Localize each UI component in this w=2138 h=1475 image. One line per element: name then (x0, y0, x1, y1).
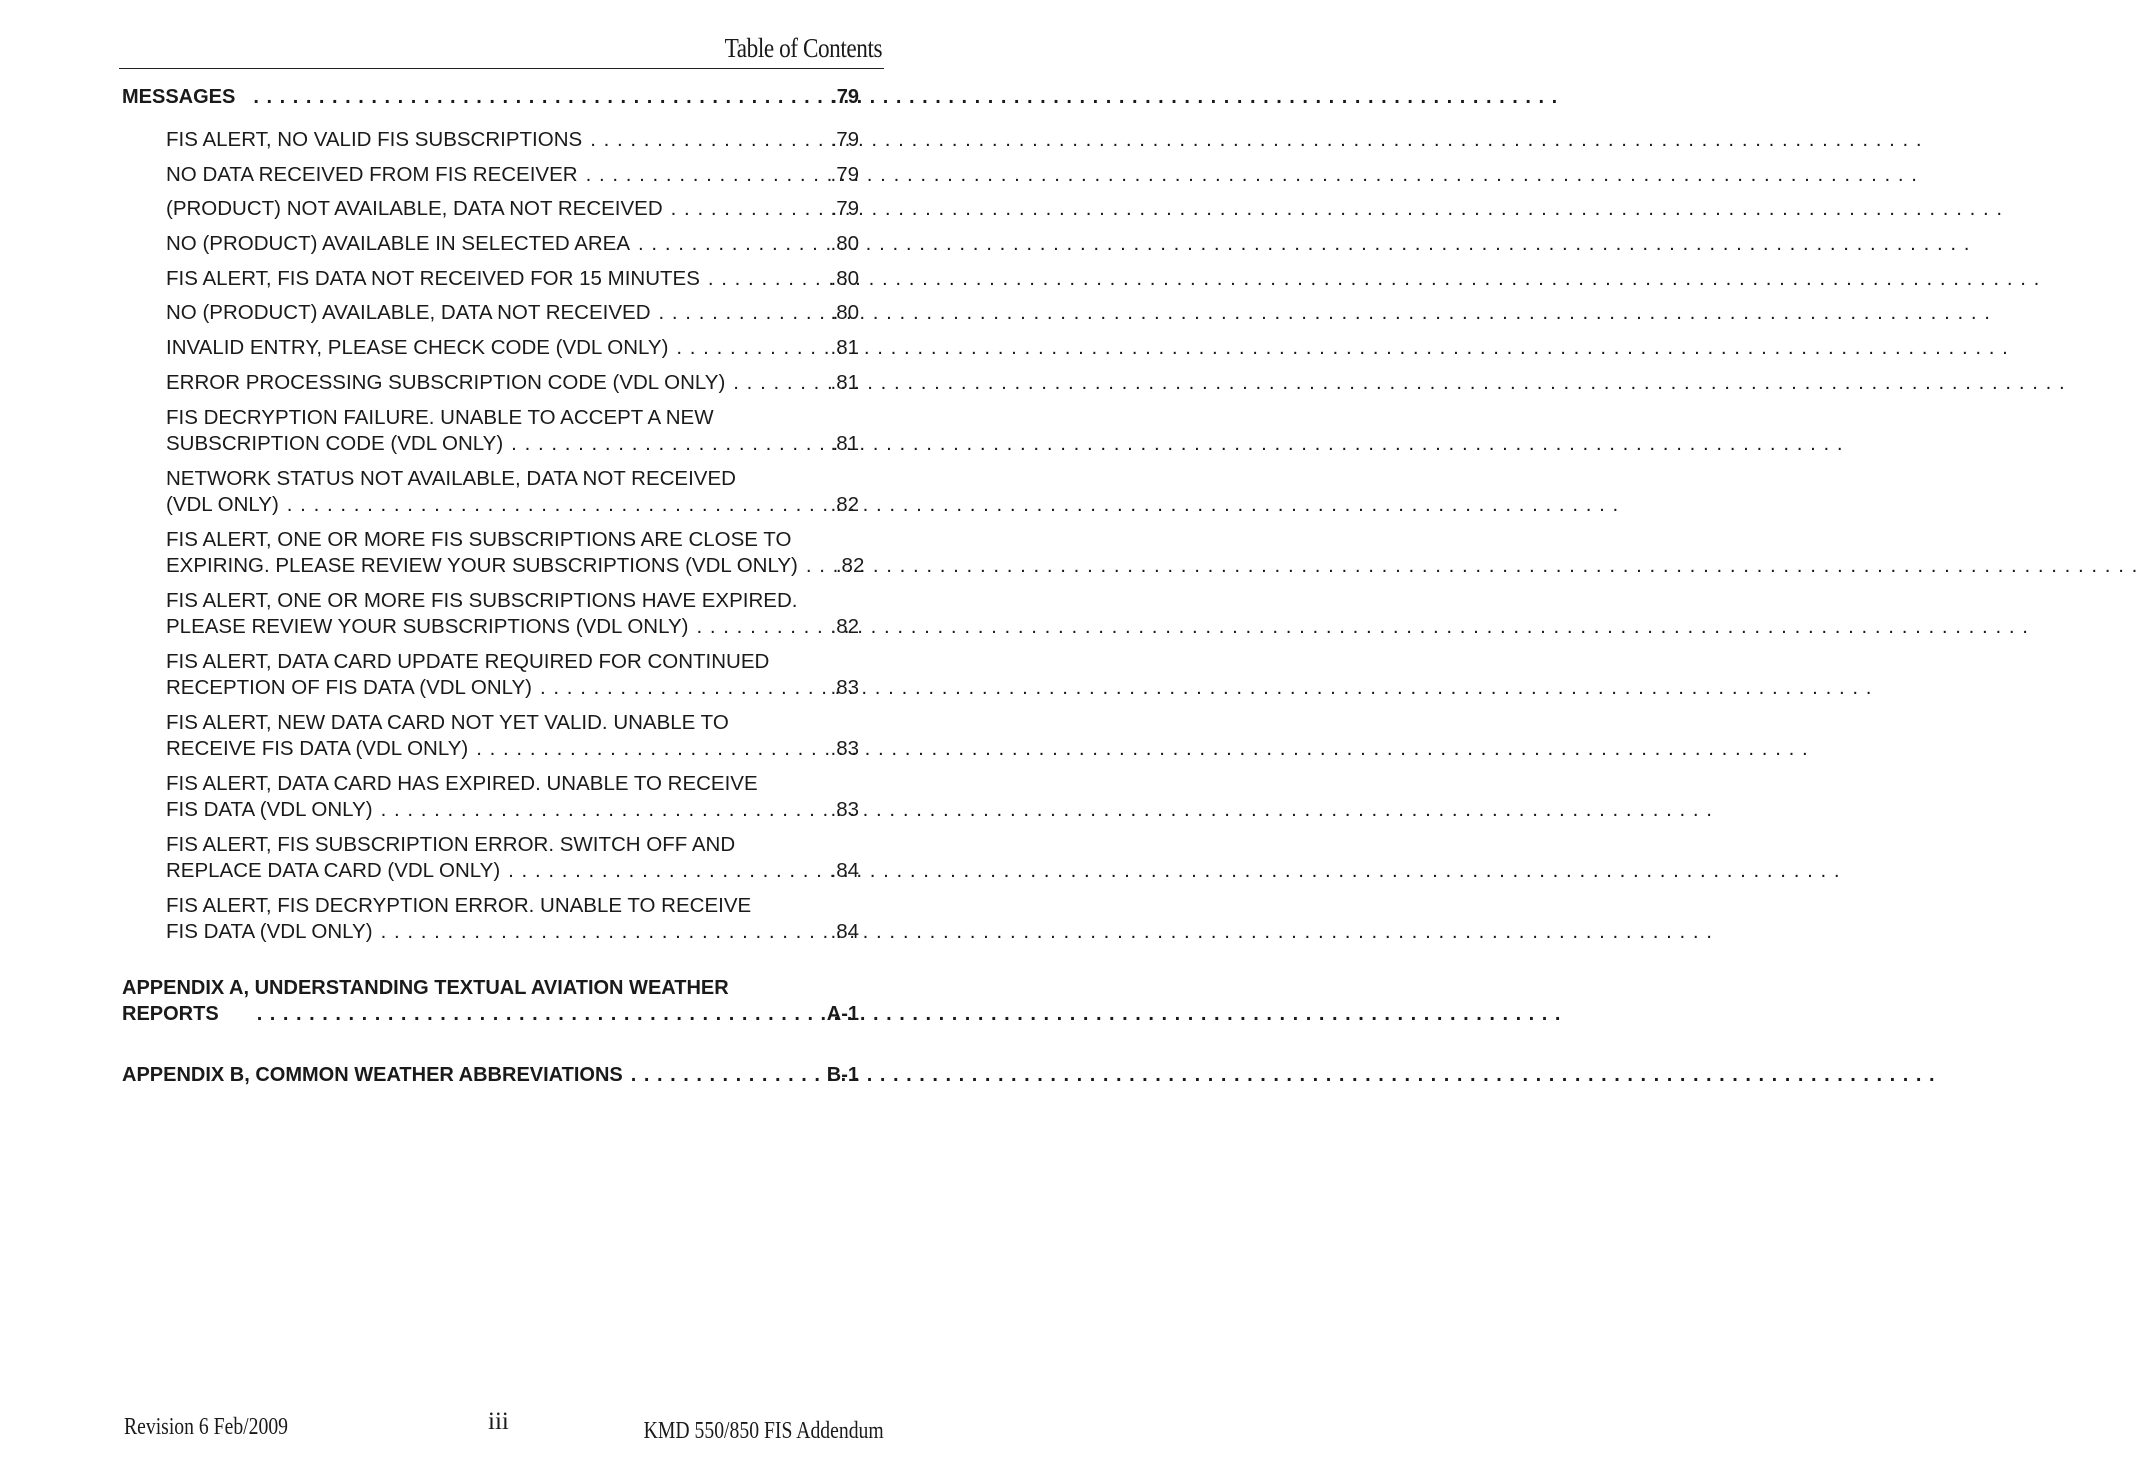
dot-leader (798, 553, 836, 579)
toc-entry-page: .79 (831, 86, 859, 108)
toc-entry[interactable] (122, 231, 859, 257)
toc-entry-page: .79 (830, 162, 859, 186)
toc-entry-page: .81 (830, 370, 859, 394)
toc-entry-title-line: FIS ALERT, DATA CARD HAS EXPIRED. UNABLE TO RECEIVE (166, 771, 758, 795)
toc-entry[interactable] (122, 527, 865, 579)
toc-entry-page: .79 (830, 197, 859, 221)
footer-document-title: KMD 550/850 FIS Addendum (643, 1418, 884, 1444)
toc-entry[interactable] (122, 405, 859, 457)
toc-entry-title-line: FIS ALERT, NEW DATA CARD NOT YET VALID. UNABLE TO (166, 710, 729, 734)
footer-revision: Revision 6 Feb/2009 (124, 1414, 289, 1440)
page-header-title: Table of Contents (724, 33, 882, 63)
dot-leader (219, 1001, 827, 1027)
toc-entry-appendix-b[interactable] (122, 1062, 859, 1088)
toc-entry-title-line: RECEPTION OF FIS DATA (VDL ONLY) (166, 675, 533, 699)
toc-entry-title-line: REPLACE DATA CARD (VDL ONLY) (166, 858, 501, 882)
header-rule (119, 68, 884, 69)
toc-entry-title-line: (VDL ONLY) (166, 492, 279, 516)
toc-entry[interactable] (122, 300, 859, 326)
dot-leader (700, 266, 831, 292)
toc-entry-title-line: FIS DATA (VDL ONLY) (166, 797, 373, 821)
toc-entry-page: .82 (830, 492, 859, 516)
dot-leader (500, 858, 830, 884)
toc-entry[interactable] (122, 710, 859, 762)
dot-leader (725, 370, 830, 396)
toc-entry-page: .81 (830, 431, 859, 455)
dot-leader (663, 196, 831, 222)
toc-entry-page: A-1 (826, 1002, 859, 1025)
toc-entry-title-line: (PRODUCT) NOT AVAILABLE, DATA NOT RECEIVED (166, 197, 663, 221)
toc-entry-title-line1: APPENDIX A, UNDERSTANDING TEXTUAL AVIATION WEATHER (122, 976, 729, 999)
toc-entry-title-line: ERROR PROCESSING SUBSCRIPTION CODE (VDL ONLY) (166, 370, 726, 394)
toc-entry-page: .83 (830, 675, 859, 699)
toc-entry-title-line: FIS ALERT, NO VALID FIS SUBSCRIPTIONS (166, 128, 583, 151)
dot-leader (468, 736, 830, 762)
dot-leader (668, 335, 830, 361)
toc-entry-title-line2: REPORTS (122, 1002, 219, 1025)
toc-messages-list (122, 127, 865, 945)
toc-entry-title: APPENDIX B, COMMON WEATHER ABBREVIATIONS (122, 1063, 623, 1086)
toc-entry-title: MESSAGES (122, 86, 236, 108)
toc-entry[interactable] (122, 370, 859, 396)
toc-entry-messages[interactable] (122, 84, 859, 110)
toc-entry[interactable] (122, 832, 859, 884)
dot-leader (689, 614, 831, 640)
toc-entry-page: .80 (830, 301, 859, 325)
toc-entry-title-line: FIS ALERT, FIS DECRYPTION ERROR. UNABLE TO RECEIVE (166, 893, 752, 917)
toc-entry-title-line: FIS ALERT, FIS DATA NOT RECEIVED FOR 15 MINUTES (166, 266, 700, 290)
toc-entry-title-line: FIS DATA (VDL ONLY) (166, 919, 373, 943)
dot-leader (651, 300, 831, 326)
toc-entry-title-line: FIS DECRYPTION FAILURE. UNABLE TO ACCEPT A NEW (166, 405, 714, 429)
toc-entry[interactable] (122, 649, 859, 701)
toc-entry-page: .84 (830, 919, 859, 943)
toc-entry-page: .80 (830, 266, 859, 290)
toc-entry[interactable] (122, 266, 859, 292)
toc-entry-title-line: FIS ALERT, ONE OR MORE FIS SUBSCRIPTIONS HAVE EXPIRED. (166, 588, 798, 612)
toc-entry-title-line: NO (PRODUCT) AVAILABLE IN SELECTED AREA (166, 232, 631, 256)
table-of-contents (122, 84, 865, 1088)
toc-entry-title-line: RECEIVE FIS DATA (VDL ONLY) (166, 736, 469, 760)
toc-entry[interactable] (122, 335, 859, 361)
dot-leader (235, 84, 831, 110)
toc-entry[interactable] (122, 466, 859, 518)
footer-page-number: iii (488, 1408, 509, 1435)
dot-leader (279, 492, 831, 518)
toc-entry-title-line: FIS ALERT, DATA CARD UPDATE REQUIRED FOR CONTINUED (166, 649, 770, 673)
toc-entry-page: .80 (830, 232, 859, 256)
toc-entry-title-line: FIS ALERT, ONE OR MORE FIS SUBSCRIPTIONS ARE CLOSE TO (166, 527, 792, 551)
toc-entry-title-line: PLEASE REVIEW YOUR SUBSCRIPTIONS (VDL ONLY) (166, 614, 689, 638)
toc-entry-title-line: FIS ALERT, FIS SUBSCRIPTION ERROR. SWITCH OFF AND (166, 832, 736, 856)
toc-entry-page: .82 (830, 614, 859, 638)
dot-leader (623, 1062, 827, 1088)
toc-entry-page: B-1 (826, 1063, 859, 1086)
toc-entry-page: .83 (830, 736, 859, 760)
toc-entry-title-line: NO (PRODUCT) AVAILABLE, DATA NOT RECEIVED (166, 301, 651, 325)
toc-entry-page: .84 (830, 858, 859, 882)
toc-entry-title-line: SUBSCRIPTION CODE (VDL ONLY) (166, 431, 504, 455)
dot-leader (373, 919, 831, 945)
toc-entry[interactable] (122, 588, 859, 640)
dot-leader (630, 231, 830, 257)
dot-leader (373, 797, 831, 823)
toc-entry-title-line: NO DATA RECEIVED FROM FIS RECEIVER (166, 162, 578, 186)
toc-entry-page: .82 (835, 553, 865, 577)
toc-entry[interactable] (122, 127, 859, 153)
toc-entry-page: .81 (830, 336, 859, 360)
dot-leader (532, 675, 830, 701)
dot-leader (582, 127, 830, 153)
toc-entry[interactable] (122, 893, 859, 945)
toc-entry-appendix-a[interactable] (122, 975, 859, 1027)
dot-leader (503, 431, 830, 457)
toc-entry-page: .79 (830, 128, 859, 151)
toc-entry[interactable] (122, 196, 859, 222)
dot-leader (578, 162, 831, 188)
toc-entry[interactable] (122, 162, 859, 188)
toc-entry-title-line: INVALID ENTRY, PLEASE CHECK CODE (VDL ONLY) (166, 336, 669, 360)
toc-entry-title-line: NETWORK STATUS NOT AVAILABLE, DATA NOT RECEIVED (166, 466, 736, 490)
toc-entry[interactable] (122, 771, 859, 823)
toc-entry-page: .83 (830, 797, 859, 821)
toc-entry-title-line: EXPIRING. PLEASE REVIEW YOUR SUBSCRIPTIONS (VDL ONLY) (166, 553, 798, 577)
